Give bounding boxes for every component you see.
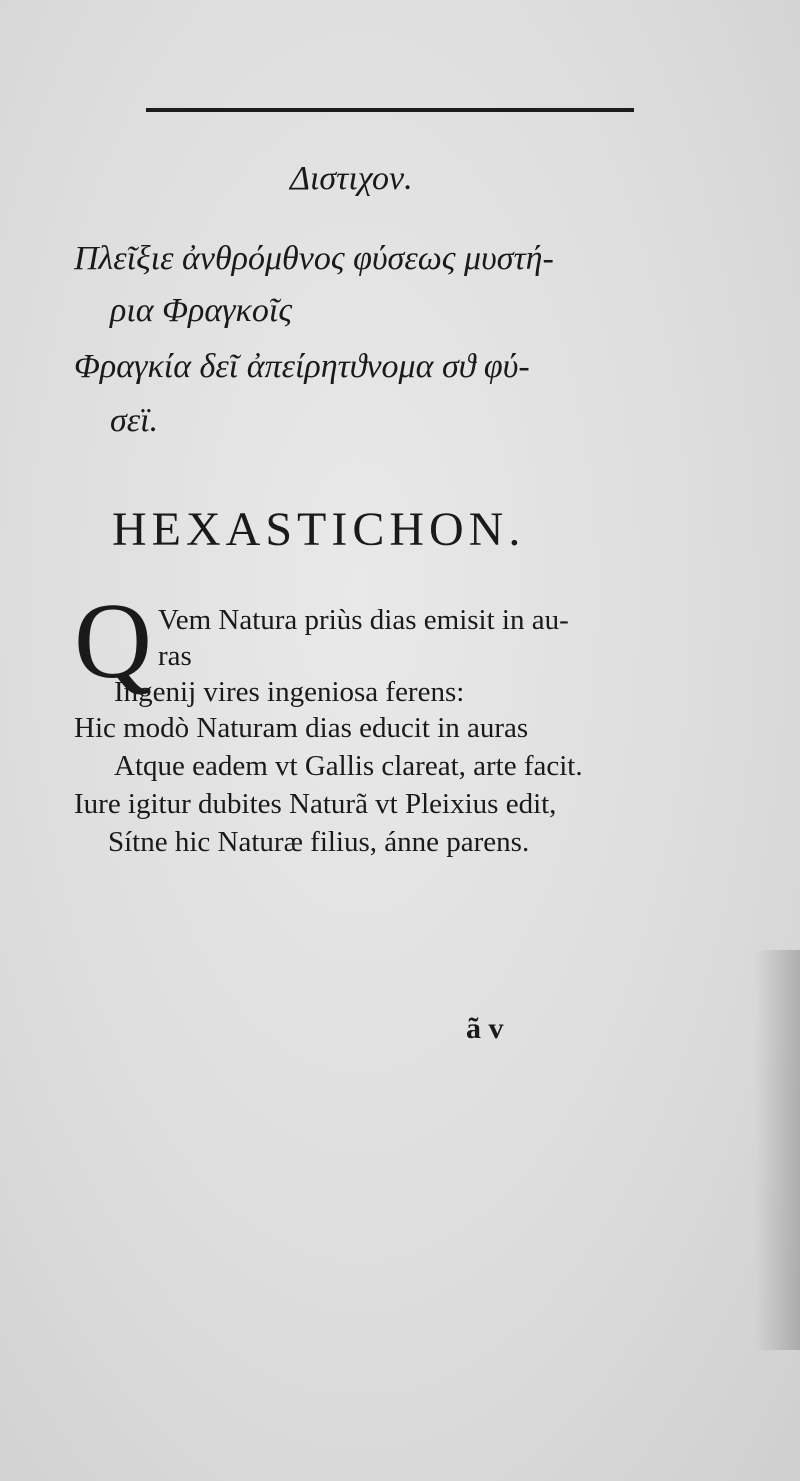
verse-line: Sítne hic Naturæ filius, ánne parens. bbox=[108, 826, 530, 858]
verse-line: ras bbox=[158, 640, 192, 672]
greek-line-4: σεϊ. bbox=[110, 402, 159, 439]
verse-line: Ingenij vires ingeniosa ferens: bbox=[114, 676, 465, 708]
greek-line-1: Πλεῖξιε ἀνθρόμθνος φύσεως μυστή- bbox=[74, 240, 554, 277]
signature-mark: ã v bbox=[466, 1012, 504, 1045]
greek-title: Διστιχον. bbox=[290, 160, 413, 197]
verse-line: Iure igitur dubites Naturã vt Pleixius edit, bbox=[74, 788, 557, 820]
verse-line: Atque eadem vt Gallis clareat, arte facit. bbox=[114, 750, 583, 782]
verse-line: Vem Natura priùs dias emisit in au- bbox=[158, 604, 569, 636]
drop-cap: Q bbox=[74, 582, 152, 701]
greek-line-3: Φραγκία δεῖ ἀπείρητϑνομα σϑ φύ- bbox=[74, 348, 530, 385]
greek-line-2: ρια Φραγκοῖς bbox=[110, 292, 293, 329]
hexastichon-title: HEXASTICHON. bbox=[112, 503, 526, 556]
page-edge-shadow bbox=[755, 950, 800, 1350]
verse-line: Hic modò Naturam dias educit in auras bbox=[74, 712, 529, 744]
header-rule bbox=[146, 108, 634, 112]
